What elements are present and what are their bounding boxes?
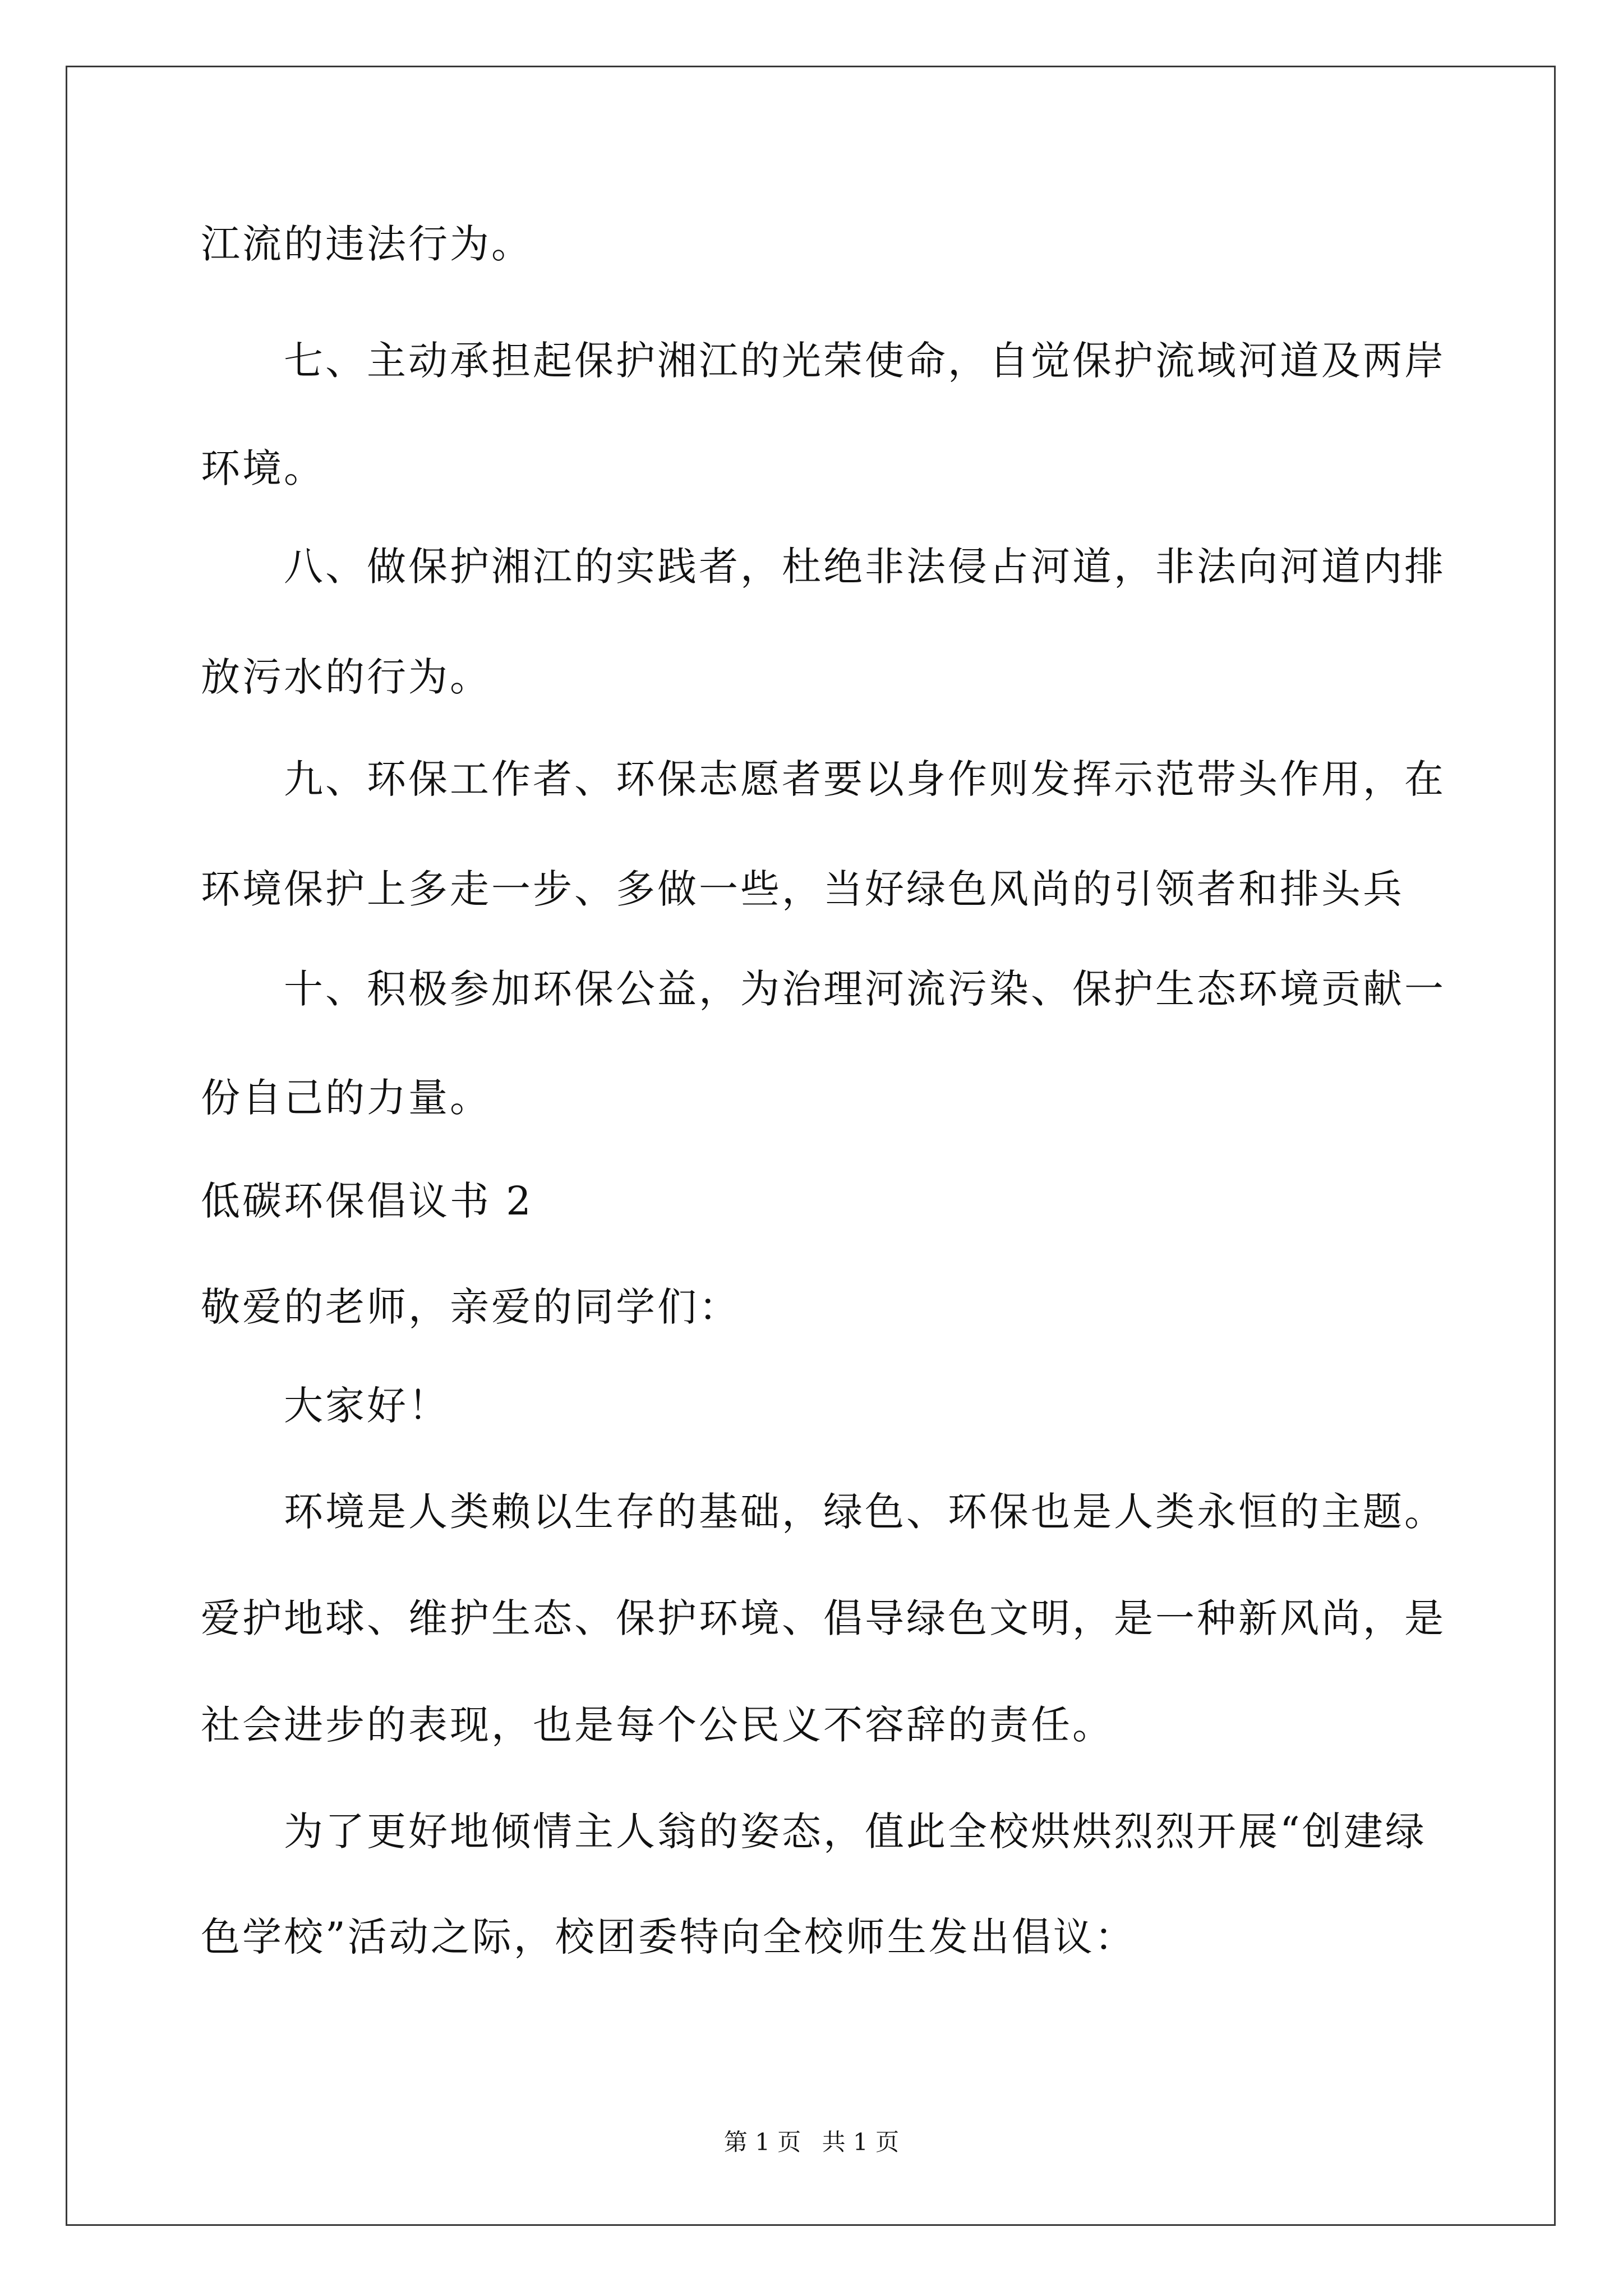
text-line: 十、积极参加环保公益，为治理河流污染、保护生态环境贡献一 [284, 966, 1446, 1012]
text-line: 七、主动承担起保护湘江的光荣使命，自觉保护流域河道及两岸 [284, 338, 1446, 384]
text-line: 环境是人类赖以生存的基础，绿色、环保也是人类永恒的主题。 [284, 1489, 1446, 1535]
text-line: 色学校”活动之际，校团委特向全校师生发出倡议： [201, 1914, 1136, 1960]
text-line: 放污水的行为。 [201, 654, 491, 700]
page-current: 第 1 页 [723, 2128, 801, 2156]
text-line: 环境。 [201, 445, 325, 491]
page-footer [0, 2128, 1623, 2156]
text-line: 江流的违法行为。 [201, 221, 533, 267]
page-frame [66, 66, 1556, 2226]
text-line: 爱护地球、维护生态、保护环境、倡导绿色文明，是一种新风尚，是 [201, 1595, 1446, 1641]
salutation: 敬爱的老师，亲爱的同学们： [201, 1284, 740, 1330]
page-total: 共 1 页 [822, 2128, 900, 2156]
greeting: 大家好！ [284, 1383, 450, 1429]
text-line: 环境保护上多走一步、多做一些，当好绿色风尚的引领者和排头兵 [201, 866, 1404, 912]
text-line: 社会进步的表现，也是每个公民义不容辞的责任。 [201, 1702, 1114, 1748]
text-line: 为了更好地倾情主人翁的姿态，值此全校烘烘烈烈开展“创建绿 [284, 1809, 1427, 1855]
text-line: 九、环保工作者、环保志愿者要以身作则发挥示范带头作用，在 [284, 756, 1446, 802]
text-line: 八、做保护湘江的实践者，杜绝非法侵占河道，非法向河道内排 [284, 544, 1446, 590]
section-title: 低碳环保倡议书 2 [201, 1178, 533, 1224]
text-line: 份自己的力量。 [201, 1075, 491, 1121]
